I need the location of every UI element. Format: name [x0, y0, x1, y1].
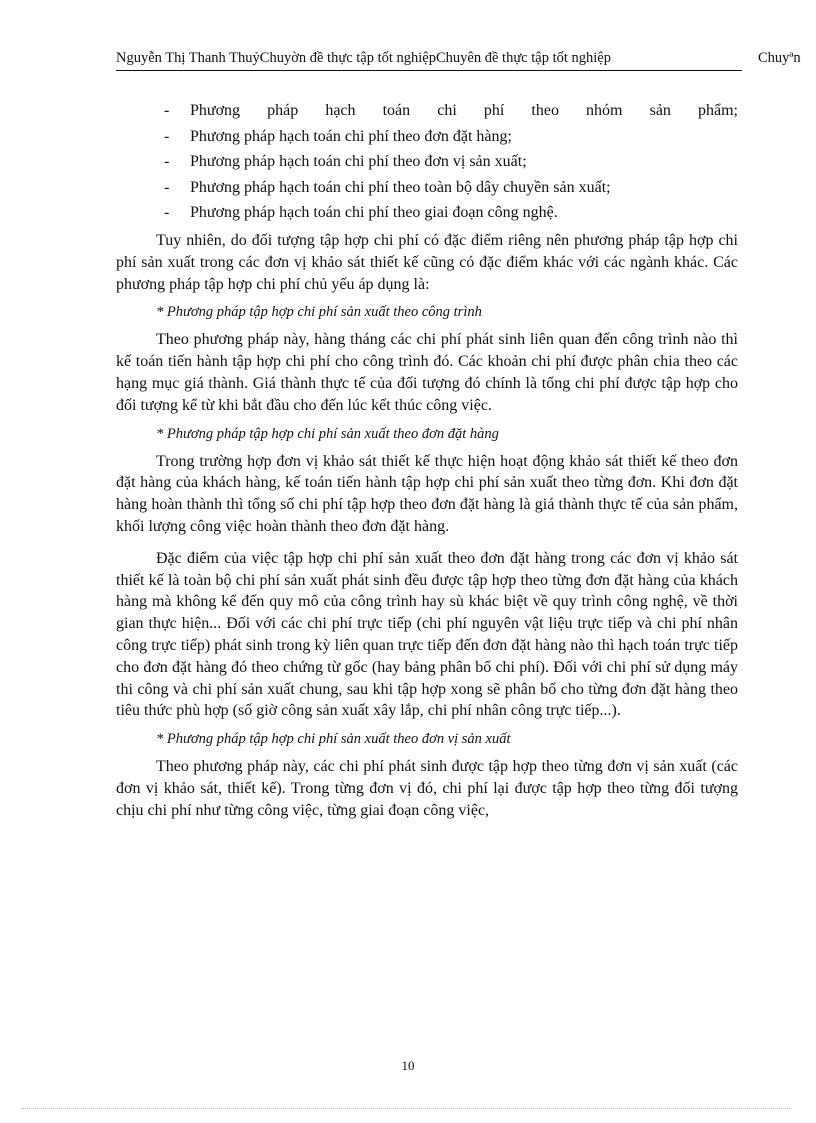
page-bottom-divider [22, 1108, 792, 1109]
list-item [164, 178, 738, 204]
header-trail-text: Chuyªn [758, 50, 801, 66]
list-dash: - [164, 153, 170, 170]
paragraph-intro: Tuy nhiên, do đối tượng tập hợp chi phí có đặc điểm riêng nên phương pháp tập hợp chi phí sản xuất trong các đơn vị khảo sát thiết kế cũng có đặc điểm khác với các ngành khác. Các phương pháp tập hợp chi phí chủ yếu áp dụng là: [116, 232, 738, 293]
paragraph-by-order: Trong trường hợp đơn vị khảo sát thiết kế thực hiện hoạt động khảo sát thiết kế theo đơn đặt hàng của khách hàng, kế toán tiến hành tập hợp chi phí sản xuất theo từng đơn. Khi đơn đặt hàng hoàn thành thì tổng số chi phí tập hợp theo đơn đặt hàng là giá thành thực tế của sản phẩm, khối lượng công việc hoàn thành theo đơn đặt hàng. [116, 452, 738, 535]
page-number: 10 [401, 1058, 415, 1073]
list-dash: - [164, 178, 170, 196]
document-body [116, 230, 738, 822]
header-rule [116, 70, 742, 71]
list-item [164, 203, 738, 229]
list-item [164, 101, 738, 127]
list-dash: - [164, 102, 170, 119]
paragraph-by-project: Theo phương pháp này, hàng tháng các chi phí phát sinh liên quan đến công trình nào thì kế toán tiến hành tập hợp chi phí cho công trình đó. Các khoản chi phí được phân chia theo các hạng mục giá thành. Giá thành thực tế của đối tượng đó chính là tổng chi phí được tập hợp cho đối tượng kể từ khi bắt đầu cho đến lúc kết thúc công việc. [116, 331, 738, 414]
subheading-by-project: * Phương pháp tập hợp chi phí sản xuất theo công trình [156, 304, 482, 321]
method-list [164, 101, 738, 229]
subheading-by-order: * Phương pháp tập hợp chi phí sản xuất theo đơn đặt hàng [156, 425, 499, 442]
list-item [164, 127, 738, 153]
paragraph-by-unit: Theo phương pháp này, các chi phí phát sinh được tập hợp theo từng đơn vị sản xuất (các đơn vị khảo sát, thiết kế). Trong từng đơn vị đó, chi phí lại được tập hợp theo từng đối tượng chịu chi phí như từng công việc, từng giai đoạn công việc, [116, 758, 738, 819]
list-item-text: Phương pháp hạch toán chi phí theo toàn bộ dây chuyền sản xuất; [190, 178, 611, 196]
list-item-text: Phương pháp hạch toán chi phí theo đơn vị sản xuất; [190, 153, 527, 170]
list-item-text: Phương pháp hạch toán chi phí theo nhóm sản phẩm; [190, 102, 738, 119]
page-header [116, 50, 816, 72]
list-item-text: Phương pháp hạch toán chi phí theo giai đoạn công nghệ. [190, 204, 558, 221]
list-dash: - [164, 204, 170, 221]
subheading-by-unit: * Phương pháp tập hợp chi phí sản xuất theo đơn vị sản xuất [156, 731, 511, 748]
paragraph-order-characteristics: Đặc điểm của việc tập hợp chi phí sản xuất theo đơn đặt hàng trong các đơn vị khảo sát thiết kế là toàn bộ chi phí sản xuất phát sinh đều được tập hợp theo từng đơn đặt hàng của khách hàng mà không kể đến quy mô của công trình hay sù khác biệt về quy trình công nghệ, về thời gian thực hiện... Đối với các chi phí trực tiếp (chi phí nguyên vật liệu trực tiếp và chi phí nhân công trực tiếp) phát sinh trong kỳ liên quan trực tiếp đến đơn đặt hàng nào thì hạch toán trực tiếp cho đơn đặt hàng đó theo chứng từ gốc (hay bảng phân bổ chi phí). Đối với chi phí sử dụng máy thi công và chi phí sản xuất chung, sau khi tập hợp xong sẽ phân bổ cho từng đơn đặt hàng theo tiêu thức phù hợp (số giờ công sản xuất xây lắp, chi phí nhân công trực tiếp...). [116, 549, 738, 720]
list-dash: - [164, 127, 170, 145]
header-title: Nguyễn Thị Thanh ThuỷChuyờn đề thực tập tốt nghiệpChuyên đề thực tập tốt nghiệp [116, 50, 611, 66]
list-item [164, 152, 738, 178]
list-item-text: Phương pháp hạch toán chi phí theo đơn đặt hàng; [190, 127, 512, 145]
